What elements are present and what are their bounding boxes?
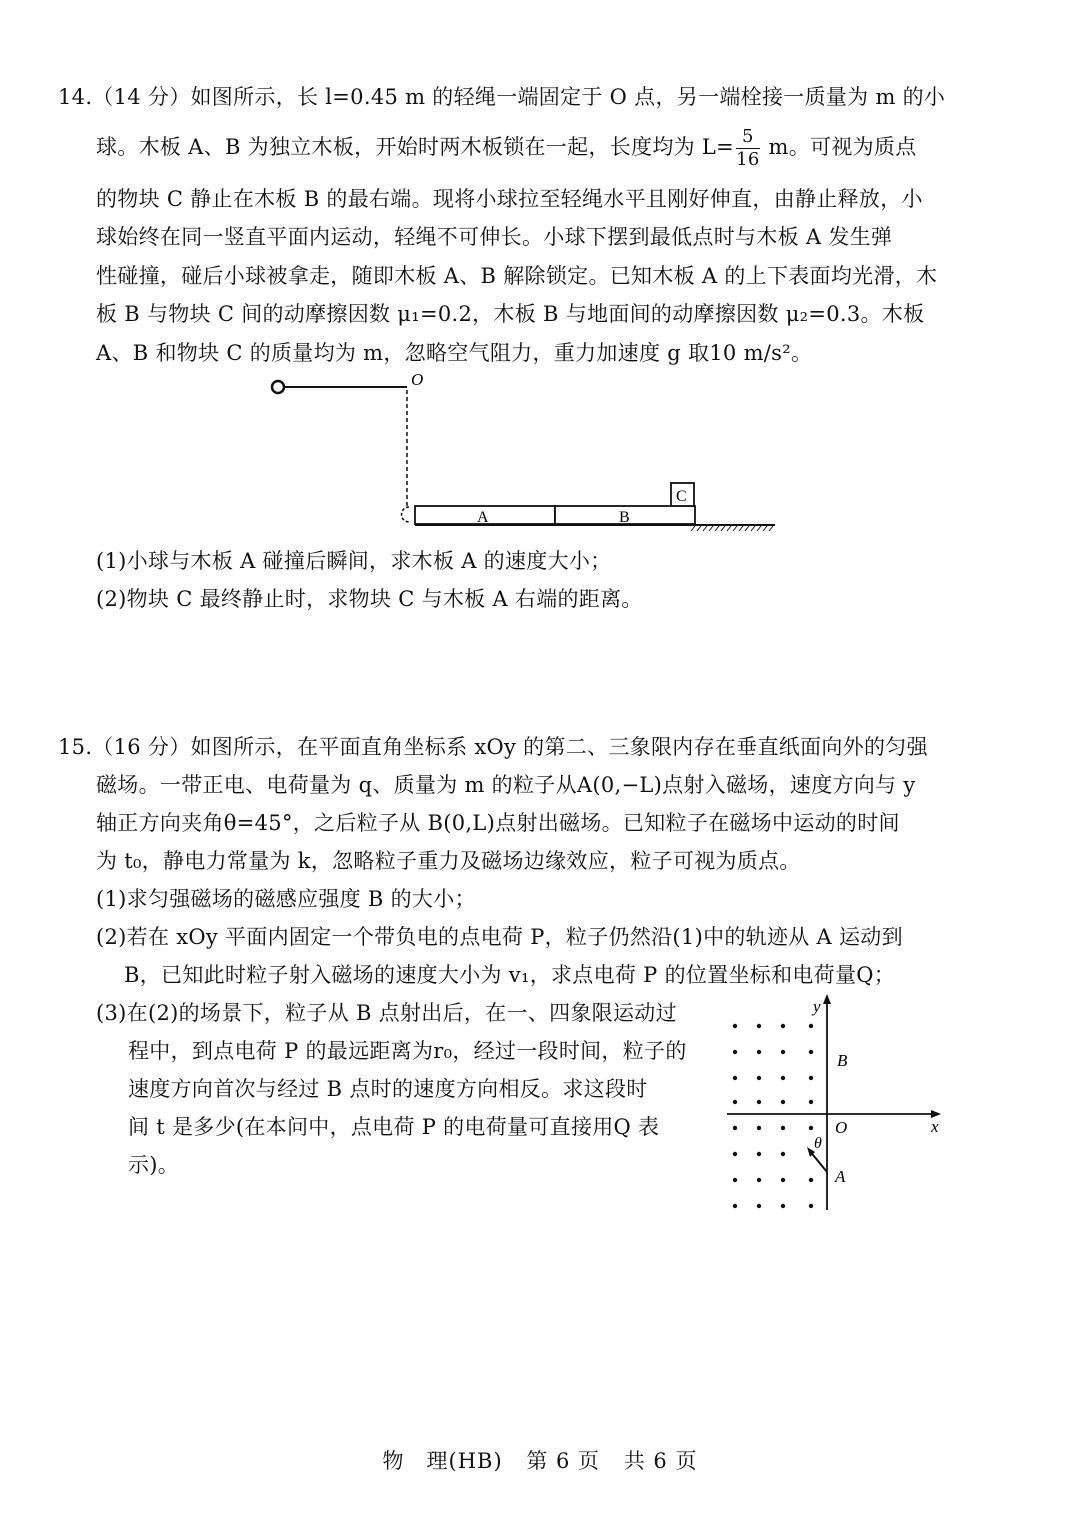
q14-line7: A、B 和物块 C 的质量均为 m，忽略空气阻力，重力加速度 g 取10 m/s²。 — [96, 341, 813, 365]
q15-line2: 磁场。一带正电、电荷量为 q、质量为 m 的粒子从A(0,−L)点射入磁场，速度方向与 y — [96, 773, 916, 797]
q14-line5: 性碰撞，碰后小球被拿走，随即木板 A、B 解除锁定。已知木板 A 的上下表面均光滑，木 — [96, 264, 938, 288]
q15-sub1: (1)求匀强磁场的磁感应强度 B 的大小； — [96, 887, 476, 911]
q14-line1: 14.（14 分）如图所示，长 l=0.45 m 的轻绳一端固定于 O 点，另一端栓接一质量为 m 的小 — [58, 85, 946, 109]
q15-line1: 15.（16 分）如图所示，在平面直角坐标系 xOy 的第二、三象限内存在垂直纸面向外的匀强 — [58, 735, 928, 759]
footer-page-number: 第 6 页 — [526, 1449, 601, 1473]
q14-figure — [265, 370, 785, 535]
board-B-label: B — [619, 509, 630, 526]
x-axis-label: x — [931, 1117, 939, 1136]
y-axis-label: y — [813, 997, 821, 1016]
fraction-numerator: 5 — [736, 128, 760, 149]
q15-sub3-line1: (3)在(2)的场景下，粒子从 B 点射出后，在一、四象限运动过 — [96, 1001, 677, 1025]
q15-sub3-line2: 程中，到点电荷 P 的最远距离为r₀，经过一段时间，粒子的 — [128, 1039, 687, 1063]
q15-sub3-line3: 速度方向首次与经过 B 点时的速度方向相反。求这段时 — [128, 1077, 648, 1101]
board-A-label: A — [477, 509, 489, 526]
q15-sub3-line4: 间 t 是多少(在本问中，点电荷 P 的电荷量可直接用Q 表 — [128, 1115, 660, 1139]
magnetic-field-dots — [733, 1024, 813, 1208]
q15-sub2-line1: (2)若在 xOy 平面内固定一个带负电的点电荷 P，粒子仍然沿(1)中的轨迹从 A 运动到 — [96, 925, 903, 949]
q14-line6: 板 B 与物块 C 间的动摩擦因数 μ₁=0.2，木板 B 与地面间的动摩擦因数 μ₂=0.3。木板 — [96, 302, 925, 326]
origin-label: O — [835, 1118, 848, 1137]
q14-sub2: (2)物块 C 最终静止时，求物块 C 与木板 A 右端的距离。 — [96, 587, 643, 611]
page-footer — [0, 1445, 1080, 1475]
q14-length-fraction — [736, 128, 760, 169]
block-C-label: C — [676, 488, 687, 505]
fraction-denominator: 16 — [736, 149, 760, 170]
pendulum-ball — [272, 381, 284, 393]
footer-subject: 物 理(HB) — [382, 1449, 503, 1473]
y-axis-arrow-icon — [823, 994, 831, 1004]
q14-line2 — [96, 128, 917, 169]
ground-hatching — [691, 526, 773, 531]
ball-lowest-position — [402, 507, 410, 522]
footer-total-pages: 共 6 页 — [623, 1449, 698, 1473]
q15-line4: 为 t₀，静电力常量为 k，忽略粒子重力及磁场边缘效应，粒子可视为质点。 — [96, 849, 801, 873]
angle-theta-label: θ — [814, 1135, 822, 1152]
point-A-label: A — [835, 1167, 846, 1186]
q14-line3: 的物块 C 静止在木板 B 的最右端。现将小球拉至轻绳水平且刚好伸直，由静止释放，小 — [96, 187, 923, 211]
q15-sub3-line5: 示)。 — [128, 1153, 180, 1177]
q14-line4: 球始终在同一竖直平面内运动，轻绳不可伸长。小球下摆到最低点时与木板 A 发生弹 — [96, 225, 893, 249]
q15-line3: 轴正方向夹角θ=45°，之后粒子从 B(0,L)点射出磁场。已知粒子在磁场中运动的时间 — [96, 811, 900, 835]
pivot-label-O: O — [411, 370, 424, 389]
q15-sub2-line2: B，已知此时粒子射入磁场的速度大小为 v₁，求点电荷 P 的位置坐标和电荷量Q； — [124, 963, 896, 987]
point-B-label: B — [837, 1051, 848, 1070]
q14-sub1: (1)小球与木板 A 碰撞后瞬间，求木板 A 的速度大小； — [96, 549, 612, 573]
q14-line2b: m。可视为质点 — [761, 135, 917, 159]
q14-line2a: 球。木板 A、B 为独立木板，开始时两木板锁在一起，长度均为 L= — [96, 135, 735, 159]
q15-figure — [715, 990, 955, 1220]
